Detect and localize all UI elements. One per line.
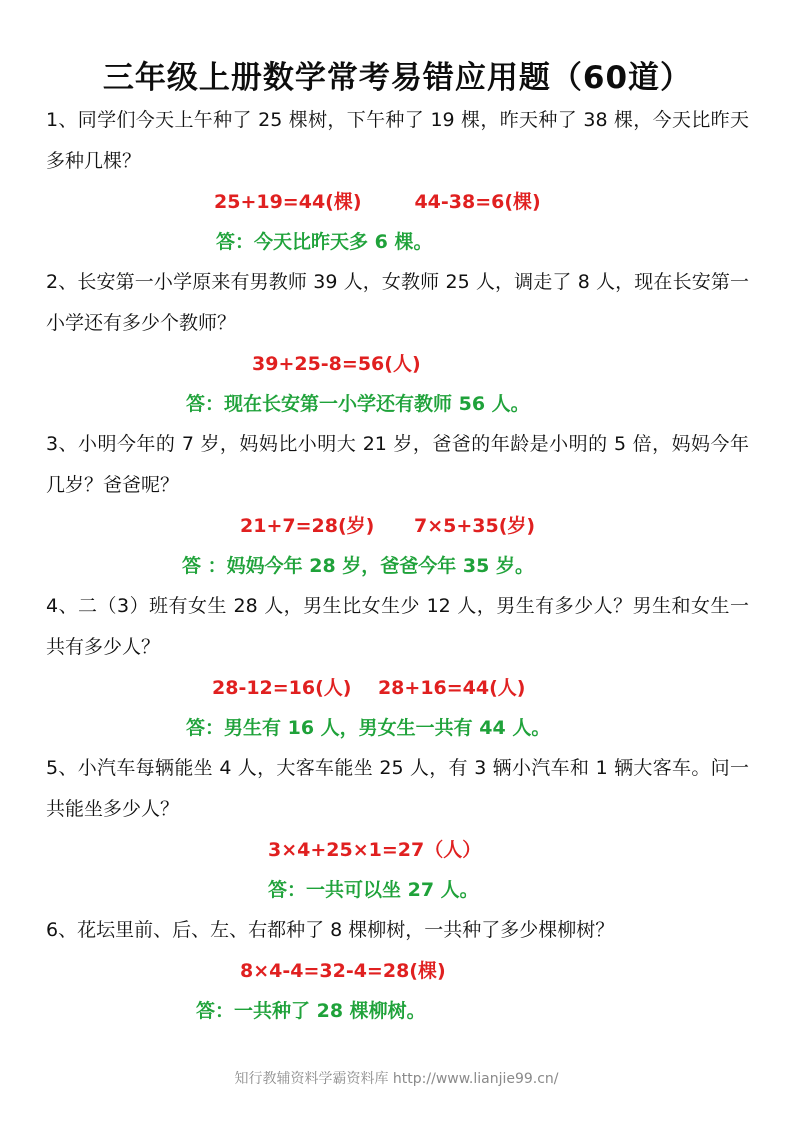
problem-calculation: 21+7=28(岁) 7×5+35(岁) (240, 515, 536, 537)
problem-3 (46, 424, 749, 586)
problem-question: 2、长安第一小学原来有男教师 39 人，女教师 25 人，调走了 8 人，现在长安第一小学还有多少个教师？ (46, 271, 749, 334)
problem-question: 6、花坛里前、后、左、右都种了 8 棵柳树，一共种了多少棵柳树？ (46, 919, 615, 941)
problem-question: 5、小汽车每辆能坐 4 人，大客车能坐 25 人，有 3 辆小汽车和 1 辆大客车。问一共能坐多少人？ (46, 757, 749, 820)
problem-6 (46, 910, 749, 1031)
problem-calculation: 8×4-4=32-4=28(棵) (240, 960, 446, 982)
problem-answer: 答：一共种了 28 棵柳树。 (196, 1000, 426, 1022)
problem-answer: 答：一共可以坐 27 人。 (268, 879, 479, 901)
problem-1 (46, 100, 749, 262)
page-title: 三年级上册数学常考易错应用题（60道） (102, 60, 693, 96)
problem-calculation: 25+19=44(棵) 44-38=6(棵) (214, 191, 541, 213)
problem-question: 3、小明今年的 7 岁，妈妈比小明大 21 岁，爸爸的年龄是小明的 5 倍，妈妈今年几岁？爸爸呢？ (46, 433, 749, 496)
problem-answer: 答：今天比昨天多 6 棵。 (216, 231, 433, 253)
problem-answer: 答：男生有 16 人，男女生一共有 44 人。 (186, 717, 551, 739)
problem-answer: 答 ：妈妈今年 28 岁，爸爸今年 35 岁。 (182, 555, 534, 577)
problem-question: 4、二（3）班有女生 28 人，男生比女生少 12 人，男生有多少人？男生和女生一共有多少人？ (46, 595, 749, 658)
problem-calculation: 28-12=16(人) 28+16=44(人) (212, 677, 526, 699)
problem-question: 1、同学们今天上午种了 25 棵树，下午种了 19 棵，昨天种了 38 棵，今天比昨天多种几棵？ (46, 109, 749, 172)
footer-watermark: 知行教辅资料学霸资料库 http://www.lianjie99.cn/ (234, 1071, 559, 1087)
problem-calculation: 39+25-8=56(人) (252, 353, 421, 375)
problem-calculation: 3×4+25×1=27（人） (268, 839, 482, 861)
problem-5 (46, 748, 749, 910)
problem-4 (46, 586, 749, 748)
problem-2 (46, 262, 749, 424)
problem-answer: 答：现在长安第一小学还有教师 56 人。 (186, 393, 530, 415)
